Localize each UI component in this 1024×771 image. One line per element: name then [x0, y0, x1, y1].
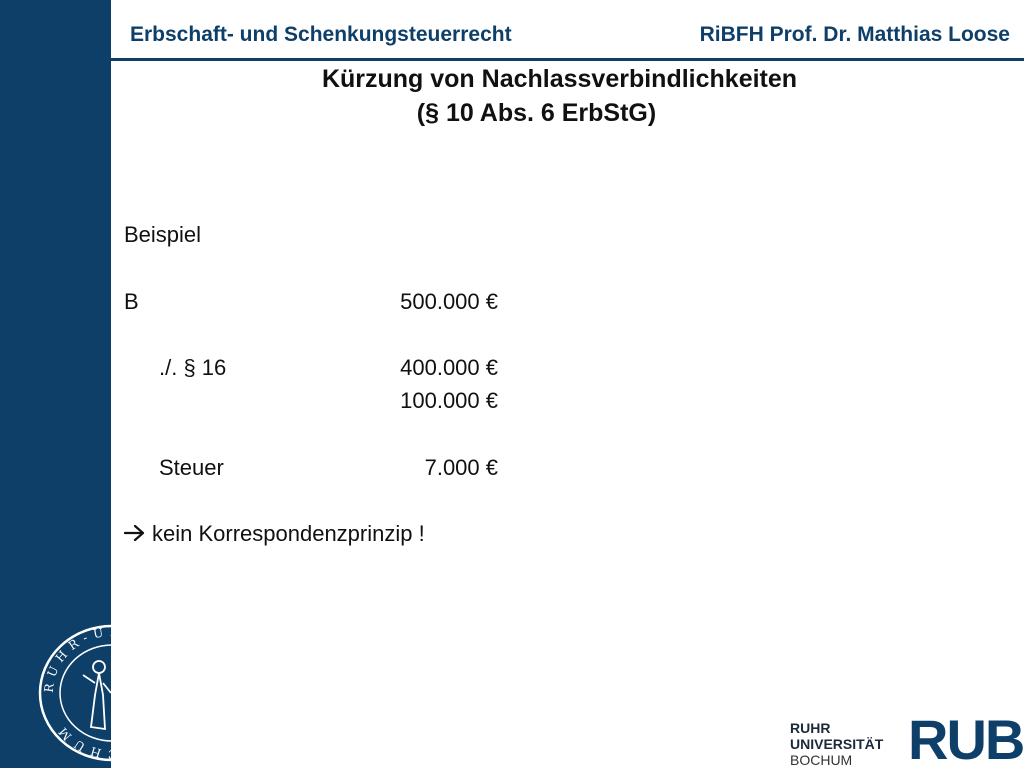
example-heading: Beispiel	[124, 222, 202, 247]
conclusion-text: kein Korrespondenzprinzip !	[152, 521, 425, 546]
course-title: Erbschaft- und Schenkungsteuerrecht	[130, 23, 512, 46]
seal-text: RUHR-UNIVERSITÄT BOCHUM	[41, 624, 183, 762]
row-value-deduction: 400.000 €	[400, 355, 498, 380]
row-label-tax: Steuer	[159, 455, 224, 480]
row-value-result: 100.000 €	[400, 388, 498, 413]
slide-title-line-1: Kürzung von Nachlassverbindlichkeiten	[321, 65, 798, 93]
row-label-deduction: ./. § 16	[159, 355, 227, 380]
rub-wordmark: RUB	[908, 708, 1024, 771]
conclusion	[124, 521, 425, 547]
header-rule	[111, 58, 1024, 61]
logo-line-2: UNIVERSITÄT	[790, 736, 884, 752]
row-value-tax: 7.000 €	[424, 455, 498, 480]
university-logo-text	[790, 720, 883, 768]
slide-title-line-2: (§ 10 Abs. 6 ErbStG)	[416, 99, 657, 127]
author-name: RiBFH Prof. Dr. Matthias Loose	[699, 23, 1010, 46]
row-label-b: B	[124, 289, 139, 314]
slide-title	[111, 62, 1024, 130]
university-seal	[37, 623, 187, 763]
logo-line-3: BOCHUM	[790, 752, 853, 768]
logo-line-1: RUHR	[790, 720, 831, 736]
row-value-b: 500.000 €	[400, 289, 498, 314]
right-arrow-icon	[124, 524, 146, 542]
